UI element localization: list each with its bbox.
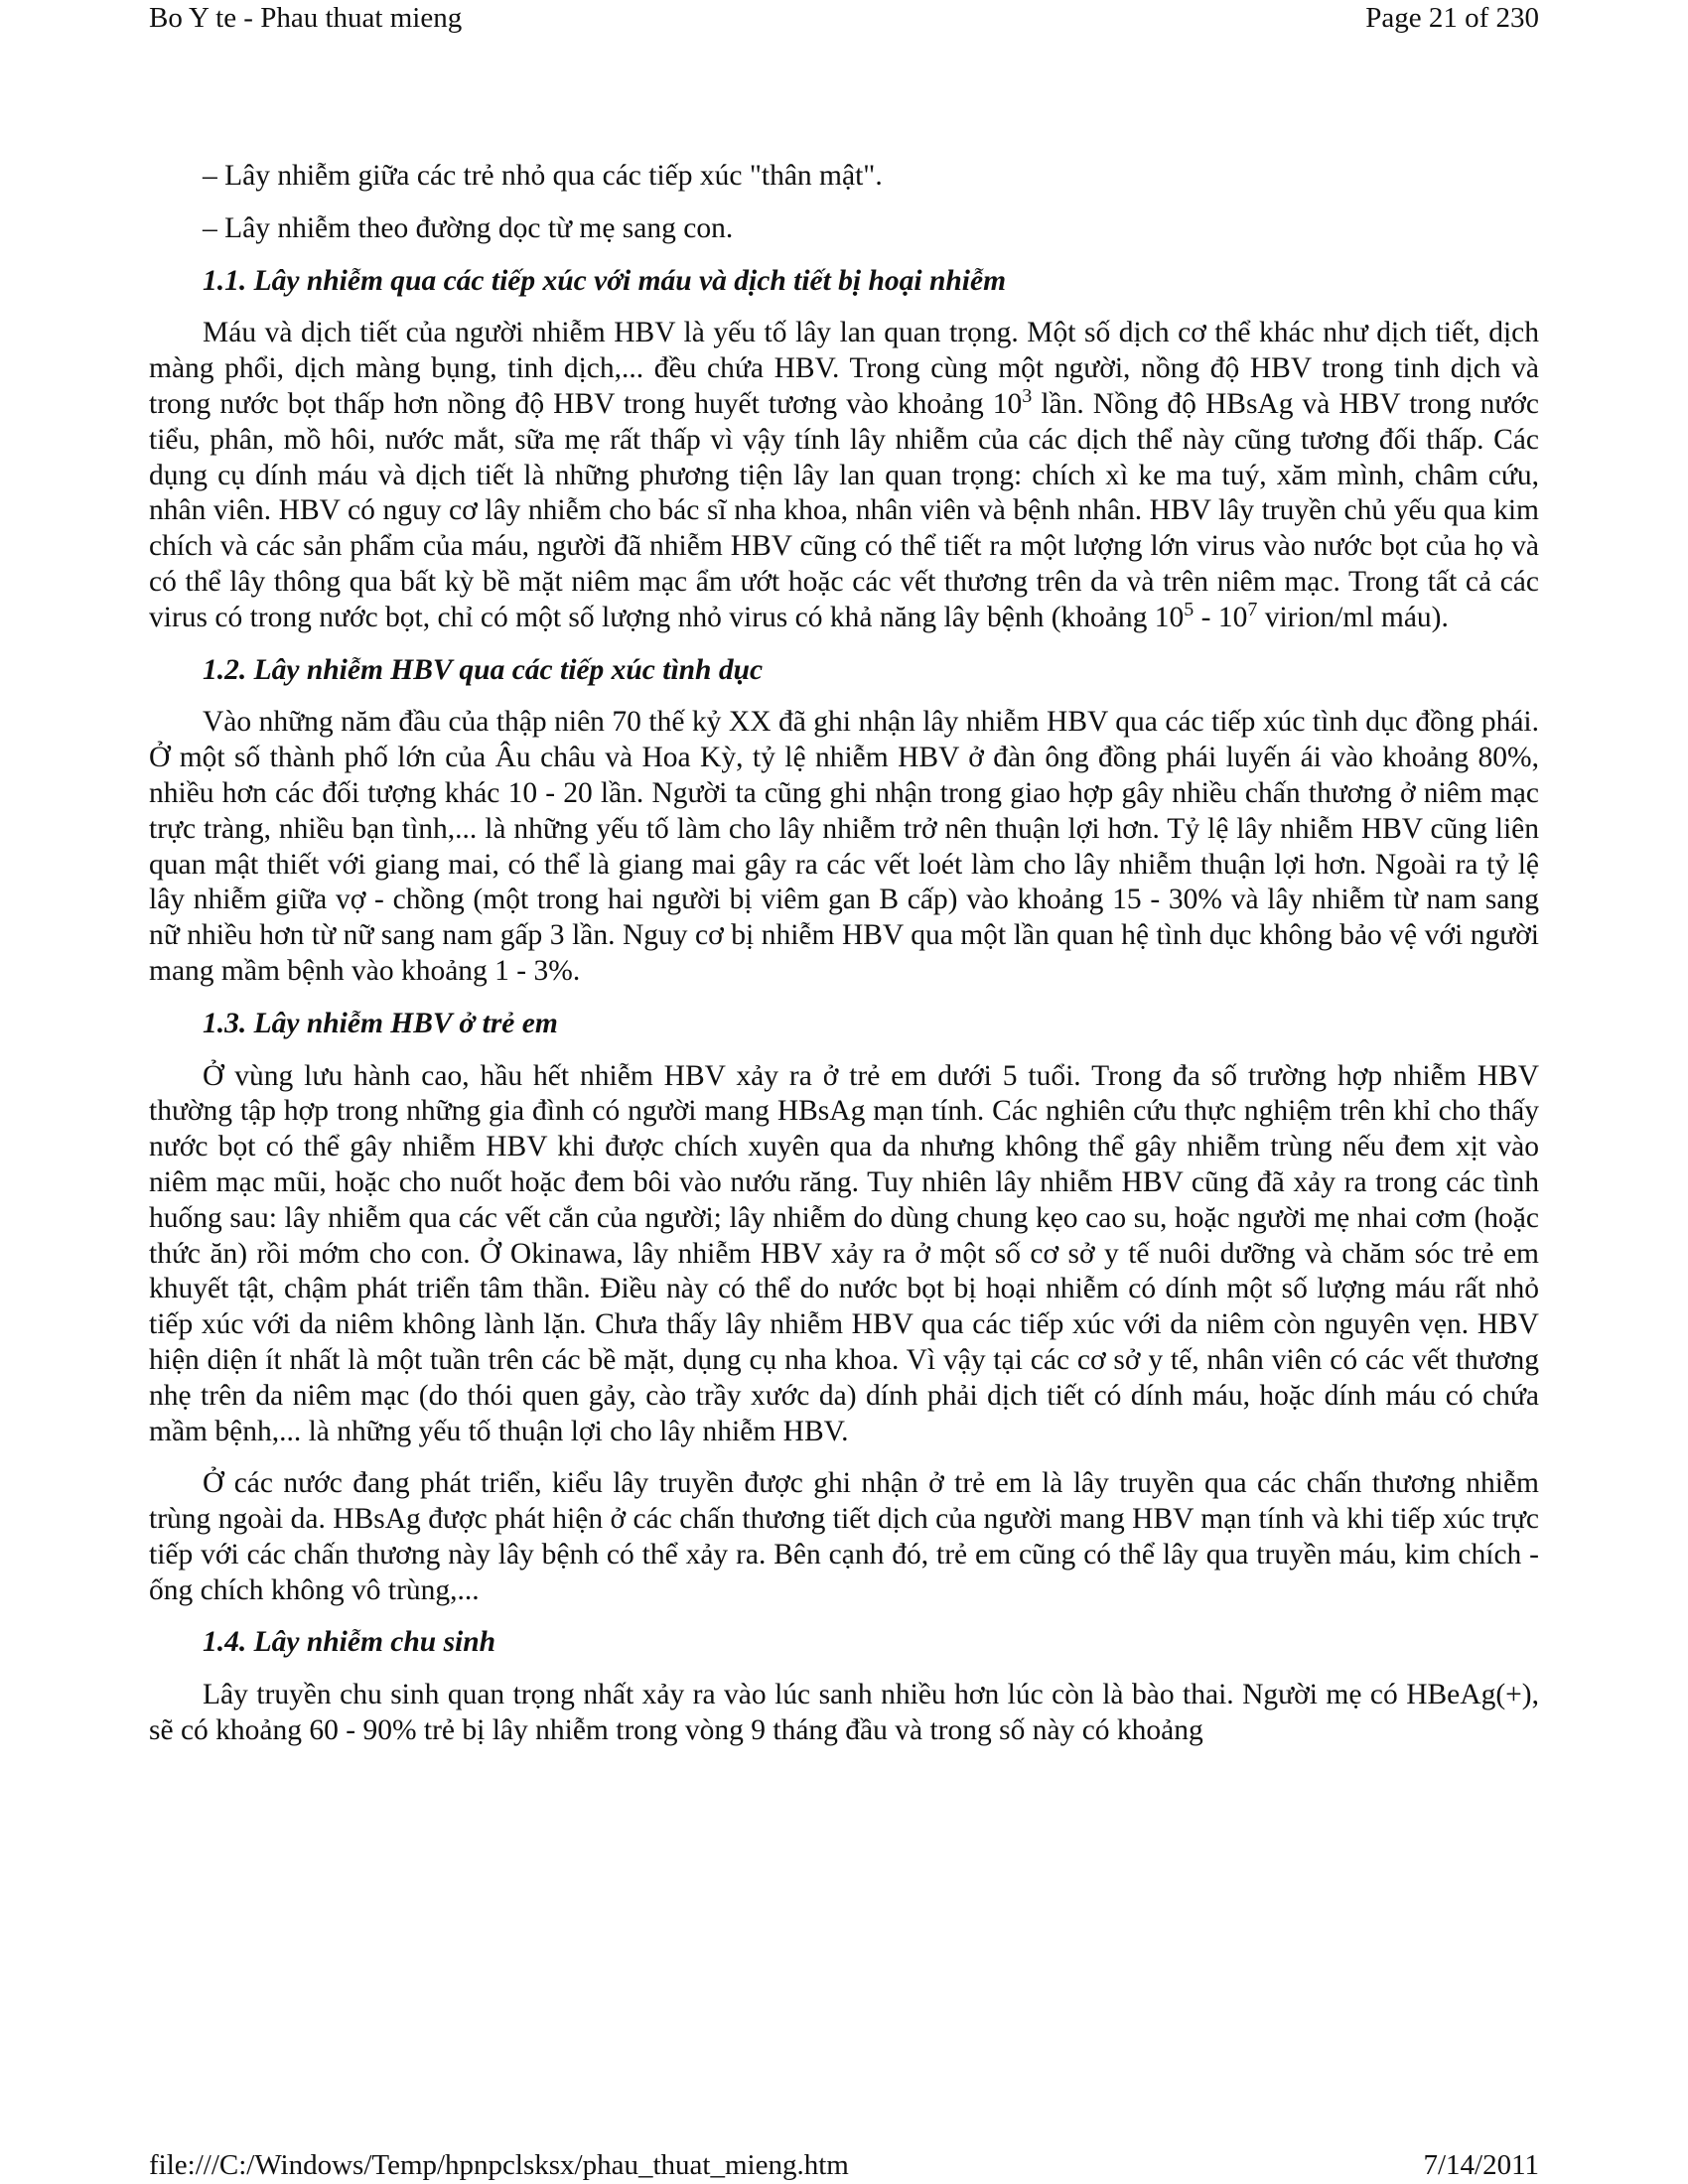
paragraph: Vào những năm đầu của thập niên 70 thế kỷ XX đã ghi nhận lây nhiễm HBV qua các tiếp xúc tình dục đồng phái. Ở một số thành phố lớn của Âu châu và Hoa Kỳ, tỷ lệ nhiễm HBV ở đàn ông đồng phái luyến ái vào khoảng 80%, nhiều hơn các đối tượng khác 10 - 20 lần. Người ta cũng ghi nhận trong giao hợp gây nhiều chấn thương ở niêm mạc trực tràng, nhiều bạn tình,... là những yếu tố làm cho lây nhiễm trở nên thuận lợi hơn. Tỷ lệ lây nhiễm HBV cũng liên quan mật thiết với giang mai, có thể là giang mai gây ra các vết loét làm cho lây nhiễm thuận lợi hơn. Ngoài ra tỷ lệ lây nhiễm giữa vợ - chồng (một trong hai người bị viêm gan B cấp) vào khoảng 15 - 30% và lây nhiễm từ nam sang nữ nhiều hơn từ nữ sang nam gấp 3 lần. Nguy cơ bị nhiễm HBV qua một lần quan hệ tình dục không bảo vệ với người mang mầm bệnh vào khoảng 1 - 3%.	[149, 706, 1539, 987]
bullet-item: – Lây nhiễm theo đường dọc từ mẹ sang con.	[203, 211, 734, 244]
section-heading-1-3: 1.3. Lây nhiễm HBV ở trẻ em	[203, 1007, 558, 1039]
header-page-number: Page 21 of 230	[1365, 2, 1539, 34]
footer-file-path: file:///C:/Windows/Temp/hpnpclsksx/phau_thuat_mieng.htm	[149, 2149, 849, 2181]
text-run: Máu và dịch tiết của người nhiễm HBV là yếu tố lây lan quan trọng. Một số dịch cơ thể khác như dịch tiết, dịch màng phổi, dịch màng bụng, tinh dịch,... đều chứa HBV. Trong cùng một người, nồng độ HBV trong tinh dịch và trong nước bọt thấp hơn nồng độ HBV trong huyết tương vào khoảng 10	[149, 317, 1539, 420]
paragraph: Lây truyền chu sinh quan trọng nhất xảy ra vào lúc sanh nhiều hơn lúc còn là bào thai. Người mẹ có HBeAg(+), sẽ có khoảng 60 - 90% trẻ bị lây nhiễm trong vòng 9 tháng đầu và trong số này có khoảng	[149, 1679, 1539, 1747]
text-run: - 10	[1194, 601, 1248, 633]
superscript: 3	[1022, 385, 1033, 408]
superscript: 5	[1184, 598, 1195, 620]
text-run: virion/ml máu).	[1257, 601, 1449, 633]
bullet-item: – Lây nhiễm giữa các trẻ nhỏ qua các tiếp xúc "thân mật".	[203, 160, 883, 192]
paragraph: Ở vùng lưu hành cao, hầu hết nhiễm HBV xảy ra ở trẻ em dưới 5 tuổi. Trong đa số trường hợp nhiễm HBV thường tập hợp trong những gia đình có người mang HBsAg mạn tính. Các nghiên cứu thực nghiệm trên khỉ cho thấy nước bọt có thể gây nhiễm HBV khi được chích xuyên qua da nhưng không thể gây nhiễm trùng nếu đem xịt vào niêm mạc mũi, hoặc cho nuốt hoặc đem bôi vào nướu răng. Tuy nhiên lây nhiễm HBV cũng đã xảy ra trong các tình huống sau: lây nhiễm qua các vết cắn của người; lây nhiễm do dùng chung kẹo cao su, hoặc người mẹ nhai cơm (hoặc thức ăn) rồi mớm cho con. Ở Okinawa, lây nhiễm HBV xảy ra ở một số cơ sở y tế nuôi dưỡng và chăm sóc trẻ em khuyết tật, chậm phát triển tâm thần. Điều này có thể do nước bọt bị hoại nhiễm có dính một số lượng máu rất nhỏ tiếp xúc với da niêm không lành lặn. Chưa thấy lây nhiễm HBV qua các tiếp xúc với da niêm còn nguyên vẹn. HBV hiện diện ít nhất là một tuần trên các bề mặt, dụng cụ nha khoa. Vì vậy tại các cơ sở y tế, nhân viên có các vết thương nhẹ trên da niêm mạc (do thói quen gảy, cào trầy xước da) dính phải dịch tiết có dính máu, hoặc dính máu có chứa mầm bệnh,... là những yếu tố thuận lợi cho lây nhiễm HBV.	[149, 1059, 1539, 1447]
footer-date: 7/14/2011	[1423, 2149, 1539, 2181]
superscript: 7	[1247, 598, 1258, 620]
section-heading-1-2: 1.2. Lây nhiễm HBV qua các tiếp xúc tình dục	[203, 653, 764, 686]
text-run: lần. Nồng độ HBsAg và HBV trong nước tiểu, phân, mồ hôi, nước mắt, sữa mẹ rất thấp vì vậy tính lây nhiễm của các dịch thể này cũng tương đối thấp. Các dụng cụ dính máu và dịch tiết là những phương tiện lây lan quan trọng: chích xì ke ma tuý, xăm mình, châm cứu, nhân viên. HBV có nguy cơ lây nhiễm cho bác sĩ nha khoa, nhân viên và bệnh nhân. HBV lây truyền chủ yếu qua kim chích và các sản phẩm của máu, người đã nhiễm HBV cũng có thể tiết ra một lượng lớn virus vào nước bọt của họ và có thể lây thông qua bất kỳ bề mặt niêm mạc ẩm ướt hoặc các vết thương trên da và trên niêm mạc. Trong tất cả các virus có trong nước bọt, chỉ có một số lượng nhỏ virus có khả năng lây bệnh (khoảng 10	[149, 387, 1539, 633]
section-heading-1-1: 1.1. Lây nhiễm qua các tiếp xúc với máu và dịch tiết bị hoại nhiễm	[203, 264, 1007, 297]
header-document-title: Bo Y te - Phau thuat mieng	[149, 2, 463, 34]
section-heading-1-4: 1.4. Lây nhiễm chu sinh	[203, 1626, 496, 1659]
paragraph	[149, 316, 1539, 635]
document-body	[149, 159, 1539, 1766]
paragraph: Ở các nước đang phát triển, kiểu lây truyền được ghi nhận ở trẻ em là lây truyền qua các chấn thương nhiễm trùng ngoài da. HBsAg được phát hiện ở các chấn thương tiết dịch của người mang HBV mạn tính và khi tiếp xúc trực tiếp với các chấn thương này lây bệnh có thể xảy ra. Bên cạnh đó, trẻ em cũng có thể lây qua truyền máu, kim chích - ống chích không vô trùng,...	[149, 1467, 1539, 1606]
